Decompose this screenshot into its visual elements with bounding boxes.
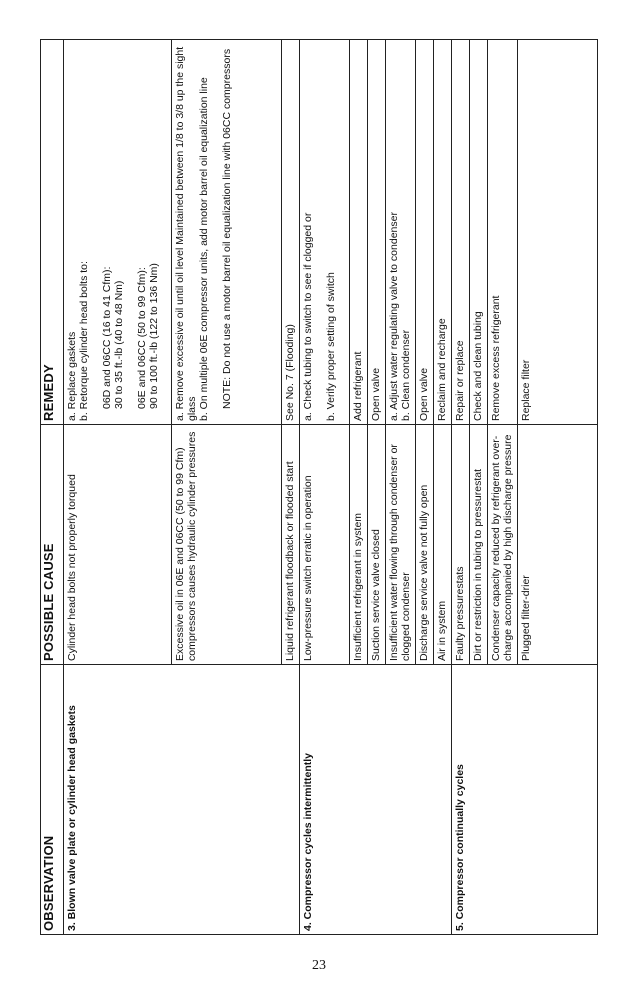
cause-cell: Insufficient refrigerant in system [350,425,368,665]
remedy-cell: Repair or replace [452,40,470,425]
remedy-line: b. On multiple 06E compressor units, add motor barrel oil equalization line [198,77,210,421]
cause-cell: Dirt or restriction in tubing to pressurestat [470,425,488,665]
observation-blown-gaskets: 3. Blown valve plate or cylinder head gaskets [64,665,300,935]
cause-cell: Suction service valve closed [368,425,386,665]
cause-cell: Cylinder head bolts not properly torqued [64,425,172,665]
remedy-line: a. Check tubing to switch to see if clogged or [302,212,314,421]
table-row [300,40,350,935]
header-observation: OBSERVATION [41,665,64,935]
troubleshooting-table [40,39,598,935]
cause-cell: Air in system [434,425,452,665]
remedy-cell: Open valve [368,40,386,425]
table-row [64,40,172,935]
remedy-cell [300,40,350,425]
remedy-cell: Open valve [416,40,434,425]
cause-cell: Excessive oil in 06E and 06CC (50 to 99 Cfm) compressors causes hydraulic cylinder pressures [172,425,282,665]
cause-cell: Low-pressure switch erratic in operation [300,425,350,665]
remedy-spec-line: 90 to 100 ft.-lb (122 to 136 Nm) [148,263,160,409]
remedy-cell [386,40,416,425]
table-header-row [41,40,64,935]
remedy-spec-line: 06E and 06CC (50 to 99 Cfm): [136,267,148,409]
cause-cell: Faulty pressurestats [452,425,470,665]
remedy-line: a. Replace gaskets [66,331,78,421]
table-row [452,40,470,935]
remedy-line: a. Adjust water regulating valve to condenser [388,212,400,421]
remedy-spec-line: 06D and 06CC (16 to 41 Cfm): [101,266,113,409]
remedy-cell: Remove excess refrigerant [488,40,518,425]
remedy-line: a. Remove excessive oil until oil level Maintained between 1/8 to 3/8 up the sight glass [174,46,198,421]
remedy-line: b. Clean condenser [400,329,412,421]
remedy-cell: Add refrigerant [350,40,368,425]
cause-cell: Discharge service valve not fully open [416,425,434,665]
remedy-line: b. Verify proper setting of switch [325,272,337,421]
cause-cell: Plugged filter-drier [518,425,598,665]
page-number: 23 [312,958,326,973]
remedy-cell [64,40,172,425]
header-remedy: REMEDY [41,40,64,425]
cause-cell: Liquid refrigerant floodback or flooded start [282,425,300,665]
cause-cell: Insufficient water flowing through condenser or clogged condenser [386,425,416,665]
header-possible-cause: POSSIBLE CAUSE [41,425,64,665]
cause-cell: Condenser capacity reduced by refrigerant over-charge accompanied by high discharge pressure [488,425,518,665]
remedy-cell: Reclaim and recharge [434,40,452,425]
remedy-spec-line: 30 to 35 ft.-lb (40 to 48 Nm) [113,280,125,409]
remedy-cell: See No. 7 (Flooding) [282,40,300,425]
observation-cycles-intermittently: 4. Compressor cycles intermittently [300,665,452,935]
remedy-line: b. Retorque cylinder head bolts to: [78,261,90,421]
remedy-cell [172,40,282,425]
remedy-cell: Check and clean tubing [470,40,488,425]
remedy-note: NOTE: Do not use a motor barrel oil equalization line with 06CC compressors [221,48,233,409]
rotated-table-frame [40,40,598,935]
observation-continually-cycles: 5. Compressor continually cycles [452,665,598,935]
remedy-cell: Replace filter [518,40,598,425]
